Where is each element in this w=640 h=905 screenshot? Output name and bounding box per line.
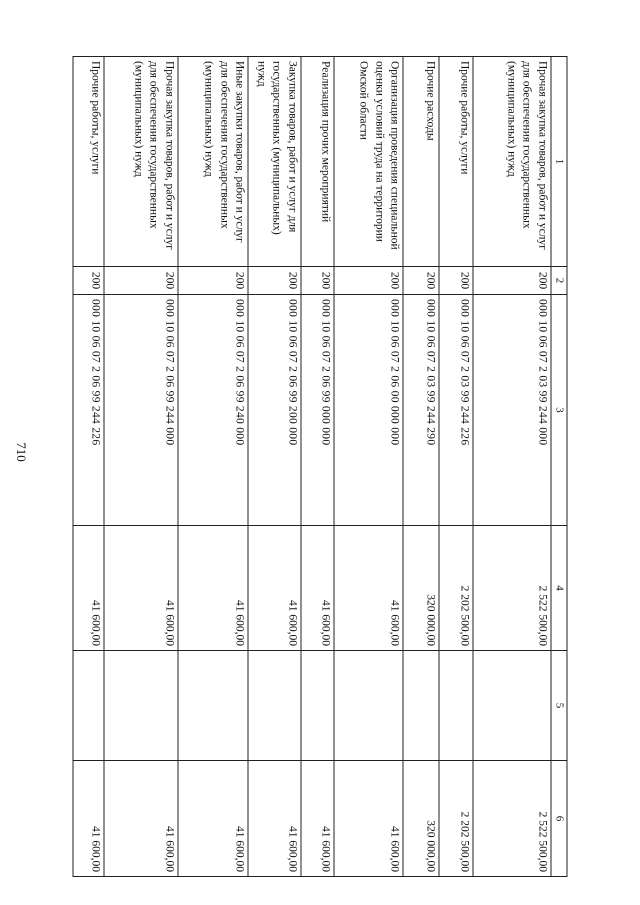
row-col5-cell xyxy=(104,651,178,761)
row-code-cell: 000 10 06 07 2 03 99 244 000 xyxy=(473,295,551,526)
header-cell: 1 xyxy=(551,57,567,267)
row-code-cell: 000 10 06 07 2 06 99 240 000 xyxy=(178,295,249,526)
row-col4-cell: 41 600,00 xyxy=(104,526,178,651)
row-col6-cell: 2 202 500,00 xyxy=(439,761,473,877)
table-row xyxy=(403,57,439,877)
row-col5-cell xyxy=(473,651,551,761)
row-col4-cell: 41 600,00 xyxy=(301,526,335,651)
row-col4-cell: 320 000,00 xyxy=(403,526,439,651)
row-col5-cell xyxy=(334,651,403,761)
row-col2-cell: 200 xyxy=(403,267,439,295)
table-row xyxy=(334,57,403,877)
row-col5-cell xyxy=(301,651,335,761)
budget-table-container xyxy=(73,56,568,876)
row-col2-cell: 200 xyxy=(73,267,104,295)
row-col2-cell: 200 xyxy=(473,267,551,295)
row-col4-cell: 2 522 500,00 xyxy=(473,526,551,651)
page-number: 710 xyxy=(13,442,29,462)
header-cell: 3 xyxy=(551,295,567,526)
row-code-cell: 000 10 06 07 2 06 99 244 000 xyxy=(104,295,178,526)
table-row xyxy=(73,57,104,877)
budget-table xyxy=(73,56,568,877)
table-row xyxy=(473,57,551,877)
row-name-cell: Организация проведения специальной оценки условий труда на территории Омской области xyxy=(334,57,403,267)
table-row xyxy=(178,57,249,877)
row-col4-cell: 2 202 500,00 xyxy=(439,526,473,651)
row-col5-cell xyxy=(73,651,104,761)
row-col6-cell: 41 600,00 xyxy=(334,761,403,877)
table-row xyxy=(104,57,178,877)
row-name-cell: Закупка товаров, работ и услуг для государственных (муниципальных) нужд xyxy=(248,57,300,267)
row-name-cell: Прочая закупка товаров, работ и услуг для обеспечения государственных (муниципальных) нужд xyxy=(104,57,178,267)
row-col5-cell xyxy=(403,651,439,761)
row-col2-cell: 200 xyxy=(334,267,403,295)
row-code-cell: 000 10 06 07 2 06 00 000 000 xyxy=(334,295,403,526)
row-col6-cell: 320 000,00 xyxy=(403,761,439,877)
row-name-cell: Прочие работы, услуги xyxy=(73,57,104,267)
header-cell: 6 xyxy=(551,761,567,877)
row-name-cell: Прочая закупка товаров, работ и услуг для обеспечения государственных (муниципальных) нужд xyxy=(473,57,551,267)
row-name-cell: Реализация прочих мероприятий xyxy=(301,57,335,267)
row-col5-cell xyxy=(178,651,249,761)
header-cell: 2 xyxy=(551,267,567,295)
row-col2-cell: 200 xyxy=(104,267,178,295)
row-col6-cell: 41 600,00 xyxy=(178,761,249,877)
row-col5-cell xyxy=(439,651,473,761)
row-col2-cell: 200 xyxy=(301,267,335,295)
row-code-cell: 000 10 06 07 2 06 99 244 226 xyxy=(73,295,104,526)
table-row xyxy=(248,57,300,877)
row-col6-cell: 41 600,00 xyxy=(104,761,178,877)
row-col6-cell: 41 600,00 xyxy=(301,761,335,877)
row-name-cell: Прочие работы, услуги xyxy=(439,57,473,267)
row-code-cell: 000 10 06 07 2 06 99 000 000 xyxy=(301,295,335,526)
row-code-cell: 000 10 06 07 2 06 99 200 000 xyxy=(248,295,300,526)
header-cell: 5 xyxy=(551,651,567,761)
row-col2-cell: 200 xyxy=(178,267,249,295)
row-col6-cell: 41 600,00 xyxy=(73,761,104,877)
header-cell: 4 xyxy=(551,526,567,651)
table-row xyxy=(301,57,335,877)
header-row xyxy=(551,57,567,877)
row-code-cell: 000 10 06 07 2 03 99 244 226 xyxy=(439,295,473,526)
row-col5-cell xyxy=(248,651,300,761)
row-col4-cell: 41 600,00 xyxy=(178,526,249,651)
row-col2-cell: 200 xyxy=(439,267,473,295)
table-row xyxy=(439,57,473,877)
row-col4-cell: 41 600,00 xyxy=(334,526,403,651)
row-col6-cell: 41 600,00 xyxy=(248,761,300,877)
row-col6-cell: 2 522 500,00 xyxy=(473,761,551,877)
row-col4-cell: 41 600,00 xyxy=(73,526,104,651)
row-code-cell: 000 10 06 07 2 03 99 244 290 xyxy=(403,295,439,526)
row-col2-cell: 200 xyxy=(248,267,300,295)
row-name-cell: Прочие расходы xyxy=(403,57,439,267)
row-col4-cell: 41 600,00 xyxy=(248,526,300,651)
row-name-cell: Иные закупки товаров, работ и услуг для обеспечения государственных (муниципальных) нужд xyxy=(178,57,249,267)
